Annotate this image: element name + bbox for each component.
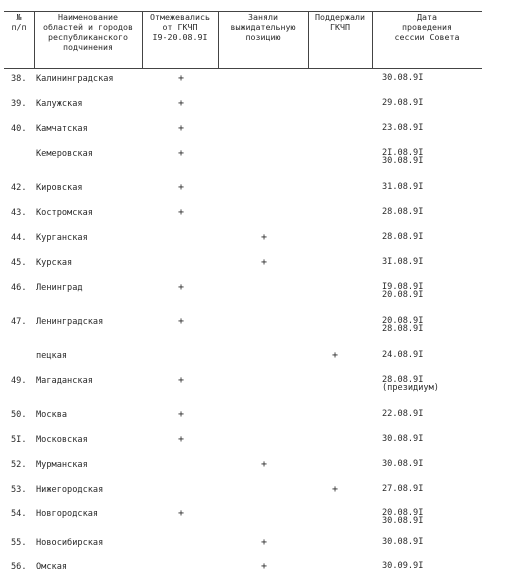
region-name: Ленинград bbox=[36, 283, 83, 293]
session-date: 30.08.9I bbox=[382, 459, 424, 469]
session-date: 20.08.9I 30.08.9I bbox=[382, 508, 424, 527]
region-name: Московская bbox=[36, 435, 88, 445]
header-divider bbox=[372, 11, 373, 68]
session-date: 23.08.9I bbox=[382, 123, 424, 133]
region-name: Калужская bbox=[36, 99, 83, 109]
mark-opposed: + bbox=[177, 98, 185, 109]
session-date: 27.08.9I bbox=[382, 484, 424, 494]
mark-opposed: + bbox=[177, 182, 185, 193]
row-number: 43. bbox=[11, 208, 27, 218]
session-date: 30.08.9I bbox=[382, 73, 424, 83]
session-date: I9.08.9I 20.08.9I bbox=[382, 282, 424, 301]
header-divider bbox=[218, 11, 219, 68]
session-date: 20.08.9I 28.08.9I bbox=[382, 316, 424, 335]
mark-waiting: + bbox=[260, 232, 268, 243]
region-name: Новгородская bbox=[36, 509, 99, 519]
mark-opposed: + bbox=[177, 207, 185, 218]
mark-waiting: + bbox=[260, 459, 268, 470]
session-date: 28.08.9I (президиум) bbox=[382, 375, 439, 394]
row-number: 52. bbox=[11, 460, 27, 470]
region-name: Кировская bbox=[36, 183, 83, 193]
region-name: Москва bbox=[36, 410, 68, 420]
row-number: 40. bbox=[11, 124, 27, 134]
mark-supported: + bbox=[331, 350, 339, 361]
region-name: Магаданская bbox=[36, 376, 93, 386]
header-col-supported: Поддержали ГКЧП bbox=[308, 11, 372, 69]
mark-opposed: + bbox=[177, 123, 185, 134]
region-name: Нижегородская bbox=[36, 485, 104, 495]
mark-opposed: + bbox=[177, 282, 185, 293]
mark-opposed: + bbox=[177, 316, 185, 327]
header-divider bbox=[308, 11, 309, 68]
mark-opposed: + bbox=[177, 434, 185, 445]
region-name: пецкая bbox=[36, 351, 68, 361]
mark-waiting: + bbox=[260, 537, 268, 548]
mark-opposed: + bbox=[177, 508, 185, 519]
row-number: 47. bbox=[11, 317, 27, 327]
region-name: Курганская bbox=[36, 233, 88, 243]
region-name: Новосибирская bbox=[36, 538, 104, 548]
session-date: 30.08.9I bbox=[382, 537, 424, 547]
region-name: Калининградская bbox=[36, 74, 114, 84]
row-number: 42. bbox=[11, 183, 27, 193]
session-date: 30.08.9I bbox=[382, 434, 424, 444]
row-number: 53. bbox=[11, 485, 27, 495]
row-number: 56. bbox=[11, 562, 27, 572]
row-number: 5I. bbox=[11, 435, 27, 445]
header-col-num: № п/п bbox=[4, 11, 34, 69]
region-name: Курская bbox=[36, 258, 73, 268]
mark-opposed: + bbox=[177, 409, 185, 420]
row-number: 49. bbox=[11, 376, 27, 386]
row-number: 38. bbox=[11, 74, 27, 84]
region-name: Камчатская bbox=[36, 124, 88, 134]
mark-opposed: + bbox=[177, 375, 185, 386]
region-name: Костромская bbox=[36, 208, 93, 218]
region-name: Мурманская bbox=[36, 460, 88, 470]
session-date: 24.08.9I bbox=[382, 350, 424, 360]
mark-waiting: + bbox=[260, 561, 268, 572]
row-number: 50. bbox=[11, 410, 27, 420]
header-divider bbox=[142, 11, 143, 68]
header-divider bbox=[34, 11, 35, 68]
session-date: 22.08.9I bbox=[382, 409, 424, 419]
mark-waiting: + bbox=[260, 257, 268, 268]
mark-opposed: + bbox=[177, 148, 185, 159]
row-number: 46. bbox=[11, 283, 27, 293]
header-col-opposed: Отмежевались от ГКЧП I9-20.08.9I bbox=[142, 11, 218, 69]
session-date: 31.08.9I bbox=[382, 182, 424, 192]
mark-opposed: + bbox=[177, 73, 185, 84]
region-name: Ленинградская bbox=[36, 317, 104, 327]
row-number: 39. bbox=[11, 99, 27, 109]
region-name: Кемеровская bbox=[36, 149, 93, 159]
session-date: 28.08.9I bbox=[382, 207, 424, 217]
header-col-name: Наименование областей и городов республиканского подчинения bbox=[34, 11, 142, 69]
header-col-date: Дата проведения сессии Совета bbox=[372, 11, 482, 69]
session-date: 28.08.9I bbox=[382, 232, 424, 242]
region-name: Омская bbox=[36, 562, 68, 572]
header-col-waiting: Заняли выжидательную позицию bbox=[218, 11, 308, 69]
session-date: 2I.08.9I 30.08.9I bbox=[382, 148, 424, 167]
row-number: 55. bbox=[11, 538, 27, 548]
session-date: 3I.08.9I bbox=[382, 257, 424, 267]
row-number: 45. bbox=[11, 258, 27, 268]
session-date: 30.09.9I bbox=[382, 561, 424, 571]
mark-supported: + bbox=[331, 484, 339, 495]
session-date: 29.08.9I bbox=[382, 98, 424, 108]
row-number: 54. bbox=[11, 509, 27, 519]
row-number: 44. bbox=[11, 233, 27, 243]
